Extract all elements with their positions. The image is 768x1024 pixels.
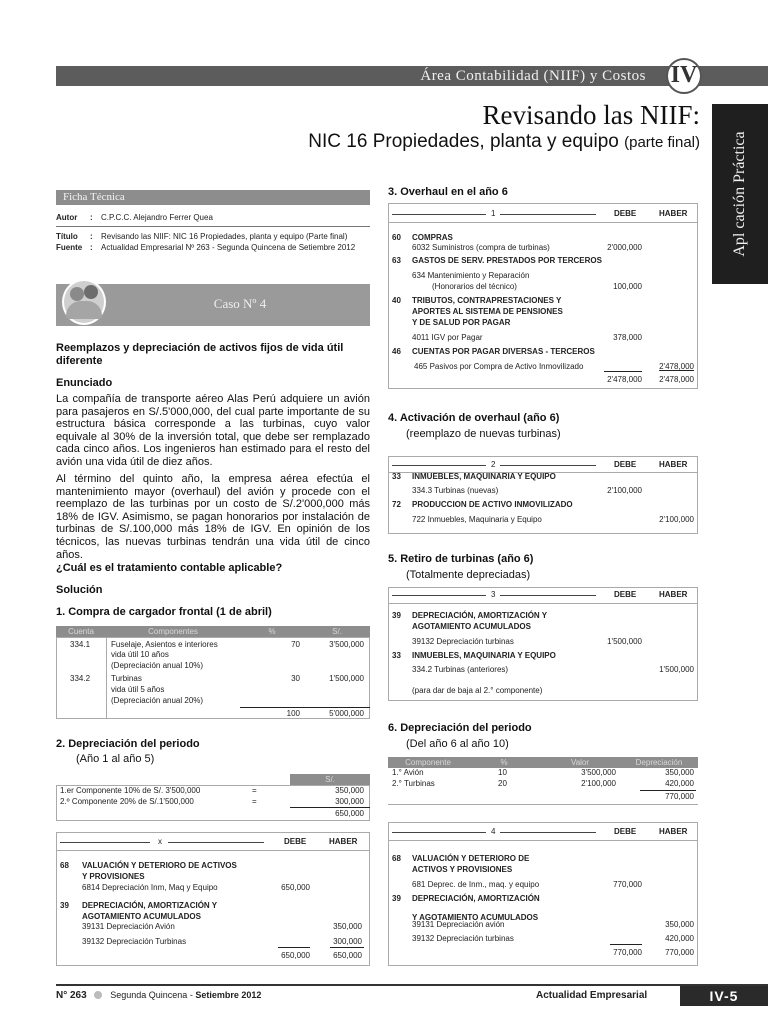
haber-total: 770,000	[665, 948, 694, 957]
ficha-value-autor: C.P.C.C. Alejandro Ferrer Quea	[101, 213, 213, 222]
article-title: Revisando las NIIF:	[482, 100, 700, 130]
debe-header: DEBE	[284, 837, 307, 846]
table-total: 100	[286, 709, 300, 718]
column-header: Valor	[570, 758, 590, 767]
entry-note: (para dar de baja al 2.° componente)	[412, 686, 543, 695]
debe-header: DEBE	[614, 460, 637, 469]
divider	[240, 707, 370, 708]
table-cell: 10	[498, 768, 507, 777]
haber-header: HABER	[659, 460, 688, 469]
section-title: Área Contabilidad (NIIF) y Costos	[420, 68, 646, 84]
section-4-subtitle: (reemplazo de nuevas turbinas)	[406, 428, 561, 440]
account-code: 33	[392, 651, 401, 660]
divider	[388, 603, 698, 604]
sub-account: (Honorarios del técnico)	[432, 282, 517, 291]
table-cell: (Depreciación anual 10%)	[111, 661, 204, 670]
ficha-colon: :	[90, 232, 93, 241]
sub-account: 334.2 Turbinas (anteriores)	[412, 665, 509, 674]
sub-account: 39131 Depreciación avión	[412, 920, 505, 929]
account-name: CUENTAS POR PAGAR DIVERSAS - TERCEROS	[412, 347, 595, 356]
account-code: 60	[392, 233, 401, 242]
sub-account: 39131 Depreciación Avión	[82, 922, 175, 931]
column-header: S/.	[325, 775, 335, 784]
section-1-title: 1. Compra de cargador frontal (1 de abril)	[56, 606, 272, 618]
sub-account: 4011 IGV por Pagar	[412, 333, 483, 342]
account-code: 72	[392, 500, 401, 509]
haber-amount: 350,000	[333, 922, 362, 931]
sub-account: 6032 Suministros (compra de turbinas)	[412, 243, 550, 252]
sub-account: 6814 Depreciación Inm, Maq y Equipo	[82, 883, 218, 892]
table-cell: 2'100,000	[581, 779, 616, 788]
table-cell: 350,000	[665, 768, 694, 777]
table-cell: 334.1	[70, 640, 91, 649]
table-cell: 2.° Turbinas	[392, 779, 435, 788]
debe-header: DEBE	[614, 209, 637, 218]
table-cell: 1.° Avión	[392, 768, 424, 777]
account-name: INMUEBLES, MAQUINARIA Y EQUIPO	[412, 472, 556, 481]
ficha-key-autor: Autor	[56, 213, 78, 222]
table-cell: 3'500,000	[329, 640, 364, 649]
account-name: AGOTAMIENTO ACUMULADOS	[82, 912, 201, 921]
account-name: TRIBUTOS, CONTRAPRESTACIONES Y	[412, 296, 562, 305]
debe-amount: 770,000	[613, 880, 642, 889]
sub-account: 465 Pasivos por Compra de Activo Inmovilizado	[414, 362, 584, 371]
account-name: VALUACIÓN Y DETERIORO DE ACTIVOS	[82, 861, 237, 870]
table-total: 5'000,000	[329, 709, 364, 718]
section-4-title: 4. Activación de overhaul (año 6)	[388, 412, 560, 424]
table-cell: =	[252, 797, 257, 806]
account-code: 39	[392, 894, 401, 903]
haber-amount: 2'478,000	[659, 362, 694, 371]
account-name: DEPRECIACIÓN, AMORTIZACIÓN Y	[412, 611, 548, 620]
table-cell: (Depreciación anual 20%)	[111, 696, 204, 705]
people-photo-icon	[66, 301, 102, 319]
sub-account: 39132 Depreciación turbinas	[412, 637, 514, 646]
account-name: COMPRAS	[412, 233, 453, 242]
ficha-key-fuente: Fuente	[56, 243, 83, 252]
table-cell: 1'500,000	[329, 674, 364, 683]
case-title: Reemplazos y depreciación de activos fijos de vida útil diferente	[56, 342, 344, 367]
debe-header: DEBE	[614, 827, 637, 836]
article-subtitle: NIC 16 Propiedades, planta y equipo (parte final)	[308, 131, 700, 152]
divider	[392, 465, 486, 466]
column-header: %	[268, 627, 276, 636]
debe-amount: 100,000	[613, 282, 642, 291]
ficha-colon: :	[90, 213, 93, 222]
table-cell: 70	[291, 640, 300, 649]
account-name: Y PROVISIONES	[82, 872, 145, 881]
table-cell: 420,000	[665, 779, 694, 788]
debe-amount: 2'100,000	[607, 486, 642, 495]
divider	[56, 226, 370, 227]
sub-account: 722 Inmuebles, Maquinaria y Equipo	[412, 515, 542, 524]
haber-total: 2'478,000	[659, 375, 694, 384]
divider	[290, 807, 370, 808]
account-code: 68	[392, 854, 401, 863]
divider	[60, 842, 150, 843]
divider	[388, 804, 698, 805]
table-cell: 30	[291, 674, 300, 683]
account-code: 39	[60, 901, 69, 910]
haber-amount: 350,000	[665, 920, 694, 929]
ficha-key-titulo: Título	[56, 232, 78, 241]
divider	[388, 222, 698, 223]
account-name: APORTES AL SISTEMA DE PENSIONES	[412, 307, 563, 316]
journal-number: 1	[491, 209, 496, 218]
sub-account: 681 Deprec. de Inm., maq. y equipo	[412, 880, 540, 889]
account-name: VALUACIÓN Y DETERIORO DE	[412, 854, 530, 863]
column-header: Componentes	[148, 627, 198, 636]
section-2-subtitle: (Año 1 al año 5)	[76, 753, 155, 765]
debe-header: DEBE	[614, 590, 637, 599]
account-name: GASTOS DE SERV. PRESTADOS POR TERCEROS	[412, 256, 602, 265]
divider	[500, 595, 596, 596]
section-5-title: 5. Retiro de turbinas (año 6)	[388, 553, 534, 565]
divider	[500, 465, 596, 466]
haber-amount: 1'500,000	[659, 665, 694, 674]
account-name: PRODUCCION DE ACTIVO INMOVILIZADO	[412, 500, 573, 509]
debe-total: 770,000	[613, 948, 642, 957]
account-code: 40	[392, 296, 401, 305]
people-photo-icon	[70, 287, 84, 301]
table-cell: 3'500,000	[581, 768, 616, 777]
people-photo-icon	[84, 285, 98, 299]
haber-amount: 300,000	[333, 937, 362, 946]
section-6-title: 6. Depreciación del periodo	[388, 722, 532, 734]
journal-number: 3	[491, 590, 496, 599]
journal-number: 2	[491, 460, 496, 469]
section-badge: IV	[666, 58, 702, 94]
ficha-label: Ficha Técnica	[63, 191, 125, 203]
column-header: S/.	[332, 627, 342, 636]
solucion-heading: Solución	[56, 584, 103, 596]
divider	[392, 595, 486, 596]
haber-header: HABER	[329, 837, 358, 846]
account-code: 68	[60, 861, 69, 870]
question: ¿Cuál es el tratamiento contable aplicable?	[56, 562, 283, 574]
ficha-colon: :	[90, 243, 93, 252]
ficha-value-titulo: Revisando las NIIF: NIC 16 Propiedades, planta y equipo (Parte final)	[101, 232, 348, 241]
column-header: Depreciación	[635, 758, 683, 767]
haber-header: HABER	[659, 827, 688, 836]
sub-account: 39132 Depreciación Turbinas	[82, 937, 187, 946]
haber-header: HABER	[659, 590, 688, 599]
sub-account: 634 Mantenimiento y Reparación	[412, 271, 530, 280]
debe-total: 650,000	[281, 951, 310, 960]
page-number: IV-5	[680, 986, 768, 1006]
table-cell: =	[252, 786, 257, 795]
section-2-title: 2. Depreciación del periodo	[56, 738, 200, 750]
debe-total: 2'478,000	[607, 375, 642, 384]
table-total: 650,000	[335, 809, 364, 818]
debe-amount: 378,000	[613, 333, 642, 342]
table-total: 770,000	[665, 792, 694, 801]
account-code: 46	[392, 347, 401, 356]
account-code: 33	[392, 472, 401, 481]
table-cell: 300,000	[335, 797, 364, 806]
column-header: Componente	[405, 758, 451, 767]
debe-amount: 2'000,000	[607, 243, 642, 252]
enunciado-heading: Enunciado	[56, 377, 113, 389]
account-name: INMUEBLES, MAQUINARIA Y EQUIPO	[412, 651, 556, 660]
table-cell: Fuselaje, Asientos e interiores	[111, 640, 218, 649]
debe-amount: 1'500,000	[607, 637, 642, 646]
account-name: DEPRECIACIÓN, AMORTIZACIÓN	[412, 894, 540, 903]
caso-label: Caso Nº 4	[213, 296, 267, 311]
divider	[388, 840, 698, 841]
divider	[168, 842, 264, 843]
journal-number: 4	[491, 827, 496, 836]
account-name: ACTIVOS Y PROVISIONES	[412, 865, 513, 874]
haber-total: 650,000	[333, 951, 362, 960]
ficha-value-fuente: Actualidad Empresarial Nº 263 - Segunda Quincena de Setiembre 2012	[101, 243, 356, 252]
column-header: %	[500, 758, 508, 767]
haber-amount: 2'100,000	[659, 515, 694, 524]
column-header: Cuenta	[68, 627, 94, 636]
table-cell: 20	[498, 779, 507, 788]
divider	[640, 790, 696, 791]
divider	[392, 832, 486, 833]
account-code: 63	[392, 256, 401, 265]
table-cell: vida útil 5 años	[111, 685, 165, 694]
haber-header: HABER	[659, 209, 688, 218]
table-cell: vida útil 10 años	[111, 650, 169, 659]
table-cell: 2.º Componente 20% de S/.1'500,000	[60, 797, 194, 806]
section-5-subtitle: (Totalmente depreciadas)	[406, 569, 531, 581]
account-name: DEPRECIACIÓN, AMORTIZACIÓN Y	[82, 901, 218, 910]
sub-account: 39132 Depreciación turbinas	[412, 934, 514, 943]
footer-issue: N° 263 Segunda Quincena - Setiembre 2012	[56, 990, 262, 1001]
enunciado-paragraph: Al término del quinto año, la empresa aérea efectúa el mantenimiento mayor (overhaul) del avión y procede con el reemplazo de las turbinas por un costo de S/.2'000,000 más 18% de IGV. Asimismo, se pagan honorarios por instalación de turbinas de S/.100,000 más 18% de IGV. En opinión de los técnicos, las nuevas turbinas tendrán una vida útil de cinco años.	[56, 473, 370, 561]
enunciado-paragraph: La compañía de transporte aéreo Alas Perú adquiere un avión para pasajeros en S/.5'000,000, del cual parte importante de su estructura básica corresponde a las turbinas, cuyo valor equivale al 30% de la inversión total, que debe ser remplazado cada cinco años. Los ingenieros han estimado para el resto del avión una vida útil de diez años.	[56, 393, 370, 468]
divider	[392, 214, 486, 215]
divider	[278, 947, 310, 948]
debe-amount: 650,000	[281, 883, 310, 892]
side-tab-label: Apl cación Práctica	[731, 131, 748, 257]
sub-account: 334.3 Turbinas (nuevas)	[412, 486, 499, 495]
table-cell: 350,000	[335, 786, 364, 795]
account-name: AGOTAMIENTO ACUMULADOS	[412, 622, 531, 631]
journal-number: x	[158, 837, 162, 846]
footer-rule	[56, 984, 768, 986]
haber-amount: 420,000	[665, 934, 694, 943]
account-code: 39	[392, 611, 401, 620]
divider	[56, 850, 370, 851]
section-6-subtitle: (Del año 6 al año 10)	[406, 738, 509, 750]
account-name: Y AGOTAMIENTO ACUMULADOS	[412, 913, 539, 922]
divider	[106, 637, 107, 719]
account-name: Y DE SALUD POR PAGAR	[412, 318, 511, 327]
divider	[500, 214, 596, 215]
divider	[500, 832, 596, 833]
footer-publication: Actualidad Empresarial	[536, 990, 648, 1001]
bullet-icon	[94, 991, 102, 999]
table-cell: 1.er Componente 10% de S/. 3'500,000	[60, 786, 201, 795]
divider	[330, 947, 364, 948]
divider	[610, 944, 642, 945]
table-cell: 334.2	[70, 674, 91, 683]
table-cell: Turbinas	[111, 674, 142, 683]
section-3-title: 3. Overhaul en el año 6	[388, 186, 508, 198]
